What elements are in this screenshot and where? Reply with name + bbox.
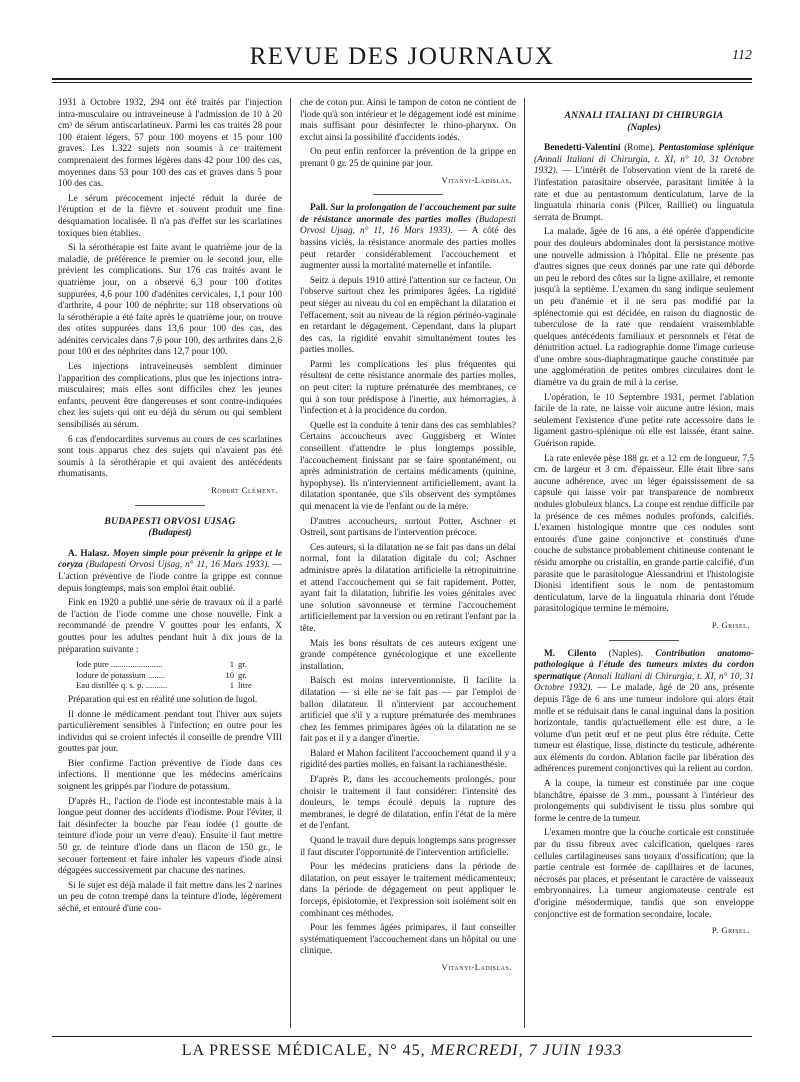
paragraph: 6 cas d'endocardites survenus au cours de ces scarlatines sont tous apparus chez des sujets qui n'avaient pas été soumis à la sérothérapie et qui avaient des antécédents rhumatisants. [58,434,282,480]
section-separator [373,194,443,195]
article-author: M. Cilento [544,648,597,659]
page-footer [52,1036,752,1066]
journal-place: (Naples) [627,121,661,133]
page-header-title: REVUE DES JOURNAUX [249,43,555,70]
recipe-qty: 1 [229,659,234,670]
paragraph: L'examen montre que la couche corticale est constituée par du tissu fibreux avec calcification, quelques rares cellules cartilagineuses sans noyaux d'ossification; que la partie centrale est formée de capillaires et de lacunes, nécrosés par places, et présentant le caractère de vaisseaux embryonnaires. La tumeur angiomateuse centrale est d'origine mésodermique, tandis que son enveloppe conjonctive est de formation secondaire, locale. [534,828,754,920]
paragraph: L'opération, le 10 Septembre 1931, permet l'ablation facile de la rate, ne laisse voir aucune autre lésion, mais seulement l'existence d'une petite rate accessoire dans le ligament gastro-splénique où elle est laissée, étant saine. Guérison rapide. [534,392,754,450]
paragraph: D'autres accoucheurs, surtout Potter, Aschner et Ostreil, sont partisans de l'intervention précoce. [300,516,516,539]
paragraph: Quelle est la conduite à tenir dans des cas semblables? Certains accoucheurs avec Guggisberg et Winter conseillent d'attendre le plus longtemps possible, l'accouchement finissant par se faire spontanément, ou après administration de certains médicaments (quinine, hypophyse). Ils n'interviennent artificiellement, avant la dilatation spontanée, que s'ils observent des symptômes qui menacent la vie de l'enfant ou de la mère. [300,420,516,512]
paragraph: Les injections intraveineuses semblent diminuer l'apparition des complications, plus que les injections intra-musculaires; mais elles sont difficiles chez les jeunes enfants, peuvent être dangereuses et sont contre-indiquées chez les sujets qui ont eu déjà du sérum ou qui semblent sensibilisés au sérum. [58,362,282,431]
recipe-unit: gr. [238,669,247,680]
author-signature: P. Grisel. [711,619,750,630]
article-reference: (Annali Italiani di Chirurgia, t. XI, n° 10, 31 Octobre 1932). [534,671,754,694]
paragraph: D'après H., l'action de l'iode est incontestable mais à la longue peut donner des accidents d'iodisme. Pour l'éviter, il fait désinfecter la bouche par l'eau iodée (1 goutte de teinture d'iode pour un verre d'eau). Ensuite il faut mettre 50 gr. de teinture d'iode dans un flacon de 150 gr., le secouer fortement et faire inhaler les vapeurs d'iode ainsi dégagées successivement par chacune des narines. [58,796,282,877]
paragraph: Mais les bons résultats de ces auteurs exigent une grande compétence gynécologique et une excellente installation. [300,638,516,672]
article-reference: (Annali Italiani di Chirurgia, t. XI, n° 10, 31 Octobre 1932). [534,154,754,177]
article-paragraph [534,649,754,777]
author-signature: Vitanyi-Ladislas. [441,961,512,972]
paragraph: Pour les femmes âgées primipares, il faut conseiller systématiquement l'accouchement dans un hôpital ou une clinique. [300,923,516,957]
article-reference: (Budapesti Orvosi Ujsag, n° 11, 16 Mars 1933). [85,560,270,571]
section-separator [135,505,205,506]
paragraph: Seitz a depuis 1910 attiré l'attention sur ce facteur. On l'observe surtout chez les primipares âgées. La rigidité peut siéger au niveau du col en empêchant la dilatation et l'effacement, soit au niveau de la région périnéo-vaginale en retardant le dégagement. Cependant, dans la plupart des cas, la rigidité envahit simultanément toutes les parties molles. [300,275,516,356]
section-separator [609,640,679,641]
column-3 [534,98,754,1038]
author-signature: P. Grisel. [711,925,750,936]
recipe-unit: gr. [238,659,247,670]
footer-journal: LA PRESSE MÉDICALE, [181,1042,373,1059]
paragraph: Préparation qui est en réalité une solution de lugol. [68,694,258,705]
footer-rule [52,1036,752,1037]
column-divider [524,98,525,1028]
article-title: Sur la prolongation de l'accouchement par suite de résistance anormale des parties molles [300,203,516,225]
recipe-table [76,659,282,691]
paragraph: On peut enfin renforcer la prévention de la grippe en prenant 0 gr. 25 de quinine par jour. [300,147,516,169]
paragraph: Balard et Mahon facilitent l'accouchement quand il y a rigidité des parties molles, en faisant la rachianesthésie. [300,748,516,771]
paragraph: che de coton pur. Ainsi le tampon de coton ne contient de l'iode qu'à son intérieur et le dégagement iodé est minime mais suffisant pour désinfecter le rhino-pharynx. On exclut ainsi la possibilité d'accidents iodés. [300,98,516,143]
recipe-ingredient: Eau distillée q. s. p. .......... [76,680,168,691]
paragraph: Parmi les complications les plus fréquentes qui résultent de cette résistance anormale des parties molles, on peut citer: la rupture prématurée des membranes, ce qui à son tour prédispose à l'inertie, aux hémorragies, à l'infection et à la procidence du cordon. [300,359,516,417]
recipe-ingredient: Iode pure ........................ [76,659,163,670]
paragraph: La malade, âgée de 16 ans, a été opérée d'appendicite pour des douleurs abdominales dont la persistance motive une nouvelle admission à l'hôpital. Elle ne présente pas d'autres signes que ceux donnés par une rate qui déborde un peu le rebord des côtes sur la ligne axillaire, et remonte jusqu'à la septième. L'examen du sang indique seulement un peu d'anémie et il ne sera pas modifié par la splénectomie qui est décidée, en raison du diagnostic de tuberculose de la rate que rendaient vraisemblable quelques antécédents familiaux et personnels et l'état de dénutrition actuel. La radiographie donne l'image curieuse d'une ombre sous-diaphragmatique gauche constituée par une agglomération de petites ombres circulaires dont le diamètre va du grain de mil à la cerise. [534,227,754,389]
paragraph: Ces auteurs, si la dilatation ne se fait pas dans un délai normal, font la dilatation digitale du col; Aschner administre après la dilatation artificielle la rétropituitrine et attend l'accouchement qui se fait rapidement. Potter, ayant fait la dilatation, lubrifie les voies génitales avec une solution savonneuse et termine l'accouchement artificiellement par la version ou en retirant l'enfant par la tête. [300,542,516,634]
paragraph: La rate enlevée pèse 188 gr. et a 12 cm de longueur, 7,5 cm. de largeur et 3 cm. d'épaisseur. Elle était libre sans aucune adhérence, avec un léger épaississement de sa capsule qui laisse voir par transparence de nombreux nodules globuleux blancs. La coupe est rendue difficile par la présence de ces mêmes nodules profonds, calcifiés. L'examen histologique montre que ces nodules sont entourés d'une gaine conjonctive et constitués d'une couche de substance probablement chitineuse contenant le résidu amorphe ou cristallin, en grande partie calcifié, d'un parasite que le parasitologue Alessandrini et l'histologiste Dionisi identifient sous le nom de pentastomum denticulatum, larve de la linguatula rhinaria dont l'étude parasitologique termine le mémoire. [534,453,754,615]
footer-date: MERCREDI, 7 JUIN 1933 [430,1042,623,1059]
journal-heading: BUDAPESTI ORVOSI UJSAG [104,515,236,527]
article-paragraph [58,549,282,595]
journal-heading: ANNALI ITALIANI DI CHIRURGIA [564,110,724,121]
header-rule [52,78,752,80]
recipe-qty: 1 [229,680,234,691]
article-text: — L'action préventive de l'iode contre la grippe est connue depuis longtemps, mais son emploi était oublié. [58,560,282,594]
paragraph: Si la sérothérapie est faite avant le quatrième jour de la maladie, de préférence le premier ou le second jour, elle prévient les complications. Sur 176 cas traités avant le quatrième jour, on a observé 6,3 pour 100 d'otites suppurées, 4,6 pour 100 d'adénites cervicales, 1,1 pour 100 d'arthrite, 4 pour 100 de néphrite; sur 118 observations où la sérothérapie a été faite après le quatrième jour, on trouve des otites suppurées dans 13,6 pour 100 des cas, des adénites cervicales dans 7,6 pour 100, des arthrites dans 2,6 pour 100 et des néphrites dans 12,7 pour 100. [58,243,282,358]
article-author: Benedetti-Valentini [544,143,621,154]
page-number: 112 [732,48,752,63]
paragraph: Il donne le médicament pendant tout l'hiver aux sujets particulièrement sensibles à l'infection; en outre pour les individus qui se croient infectés il conseille de prendre VIII gouttes par jour. [58,709,282,755]
article-title: Contribution anatomo-pathologique à l'étude des tumeurs mixtes du cordon spermatique [534,648,754,682]
column-2 [300,98,516,1038]
paragraph: D'après P., dans les accouchements prolongés, pour choisir le traitement il faut considérer: l'intensité des douleurs, le temps écoulé depuis la rupture des membranes, le degré de dilatation, enfin l'état de la mère et de l'enfant. [300,775,516,832]
article-text: — A côté des bassins viciés, la résistance anormale des parties molles peut retarder considérablement l'accouchement et augmenter aussi la mortalité maternelle et infantile. [300,226,516,272]
recipe-qty: 10 [225,669,234,680]
paragraph: Pour les médecins praticiens dans la période de dilatation, on peut essayer le traitement médicamenteux; dans la période de dégagement on peut appliquer le forceps, épisiotomie, et l'expression soit isolément soit en combinant ces méthodes. [300,862,516,919]
article-title: Moyen simple pour prévenir la grippe et le coryza [58,548,282,571]
article-reference: (Budapesti Orvosi Ujsag, n° 11, 16 Mars 1933). [300,214,516,237]
article-author-place: (Naples). [608,648,644,659]
column-1 [58,98,282,1038]
paragraph: Quand le travail dure depuis longtemps sans progresser il faut discuter l'opportunité de l'intervention artificielle. [300,836,516,858]
article-paragraph [534,143,754,224]
author-signature: Robert Clément. [211,485,278,495]
paragraph: Fink en 1920 a publié une série de travaux où il a parlé de l'action de l'iode comme une chose nouvelle. Fink a recommandé de prendre V gouttes pour les enfants, X gouttes pour les adultes pendant huit à dix jours de la préparation suivante : [58,598,282,655]
paragraph: 1931 à Octobre 1932, 294 ont été traités par l'injection intra-musculaire ou intraveineuse à l'admission de 10 à 20 cm³ de sérum antiscarlatineux. Parmi les cas traités 28 pour 100 étaient légers, 57 pour 100 moyens et 15 pour 100 graves. Les 1.322 sujets non soumis à ce traitement comprenaient des formes légères dans 42 pour 100 des cas, moyennes dans 53 pour 100 des cas et graves dans 5 pour 100 des cas. [58,98,282,190]
article-paragraph [300,203,516,273]
paragraph: Si le sujet est déjà malade il fait mettre dans les 2 narines un peu de coton trempé dans la teinture d'iode, légèrement séché, et entouré d'une cou- [58,880,282,914]
paragraph: A la coupe, la tumeur est constituée par une coque blanchâtre, épaisse de 3 mm., poussant à l'intérieur des prolongements qui subdivisent le tissu plus sombre qui forme le centre de la tumeur. [534,779,754,824]
recipe-ingredient: Iodure de potassium ........ [76,669,166,680]
article-author-place: (Rome). [624,143,655,154]
paragraph: Baisch est moins interventionniste. Il facilite la dilatation — si elle ne se fait pas — par l'emploi de ballon dilatateur. Il n'intervient par accouchement artificiel que s'il y a rupture prématurée des membranes chez les femmes primipares âgées où la dilatation ne se fait pas et il y a danger d'inertie. [300,676,516,745]
footer-text [52,1042,752,1060]
column-divider [290,98,291,1028]
paragraph: Bier confirme l'action préventive de l'iode dans ces infections. Il mentionne que les médecins américains soignent les grippés par l'iodure de potassium. [58,758,282,793]
footer-issue: N° 45, [377,1042,426,1059]
article-author: Pall. [310,203,328,214]
paragraph: Le sérum précocement injecté réduit la durée de l'éruption et de la fièvre et souvent produit une fine desquamation localisée. Il n'a pas d'effet sur les scarlatines toxiques bien établies. [58,193,282,239]
article-text: — L'intérêt de l'observation vient de la rareté de l'infestation parasitaire observée, parasitant limitée à la rate et due au pentastomum denticulatum, larve de la linguatula rhinaria conis (Pilcer, Railliet) ou linguatula serrata de Brumpt. [534,166,754,223]
header-rule-thin [52,82,752,83]
journal-place: (Budapest) [148,527,192,539]
page-header [52,40,752,88]
article-title: Pentastomiase splénique [658,143,754,154]
article-author: A. Halasz. [68,548,110,559]
recipe-unit: litre [238,680,252,691]
author-signature: Vitanyi-Ladislas. [441,174,512,185]
article-text: — Le malade, âgé de 20 ans, présente depuis l'âge de 6 ans une tumeur indolore qui alors était molle et se réduisait dans le canal inguinal dans la position horizontale, tandis qu'actuellement elle est dure, a le volume d'un petit œuf et ne peut plus être réduite. Cette tumeur est élastique, lisse, distincte du testicule, adhérente aux éléments du cordon. Ablation facile par libération des adhérences purement conjonctives qui la relient au cordon. [534,683,754,775]
